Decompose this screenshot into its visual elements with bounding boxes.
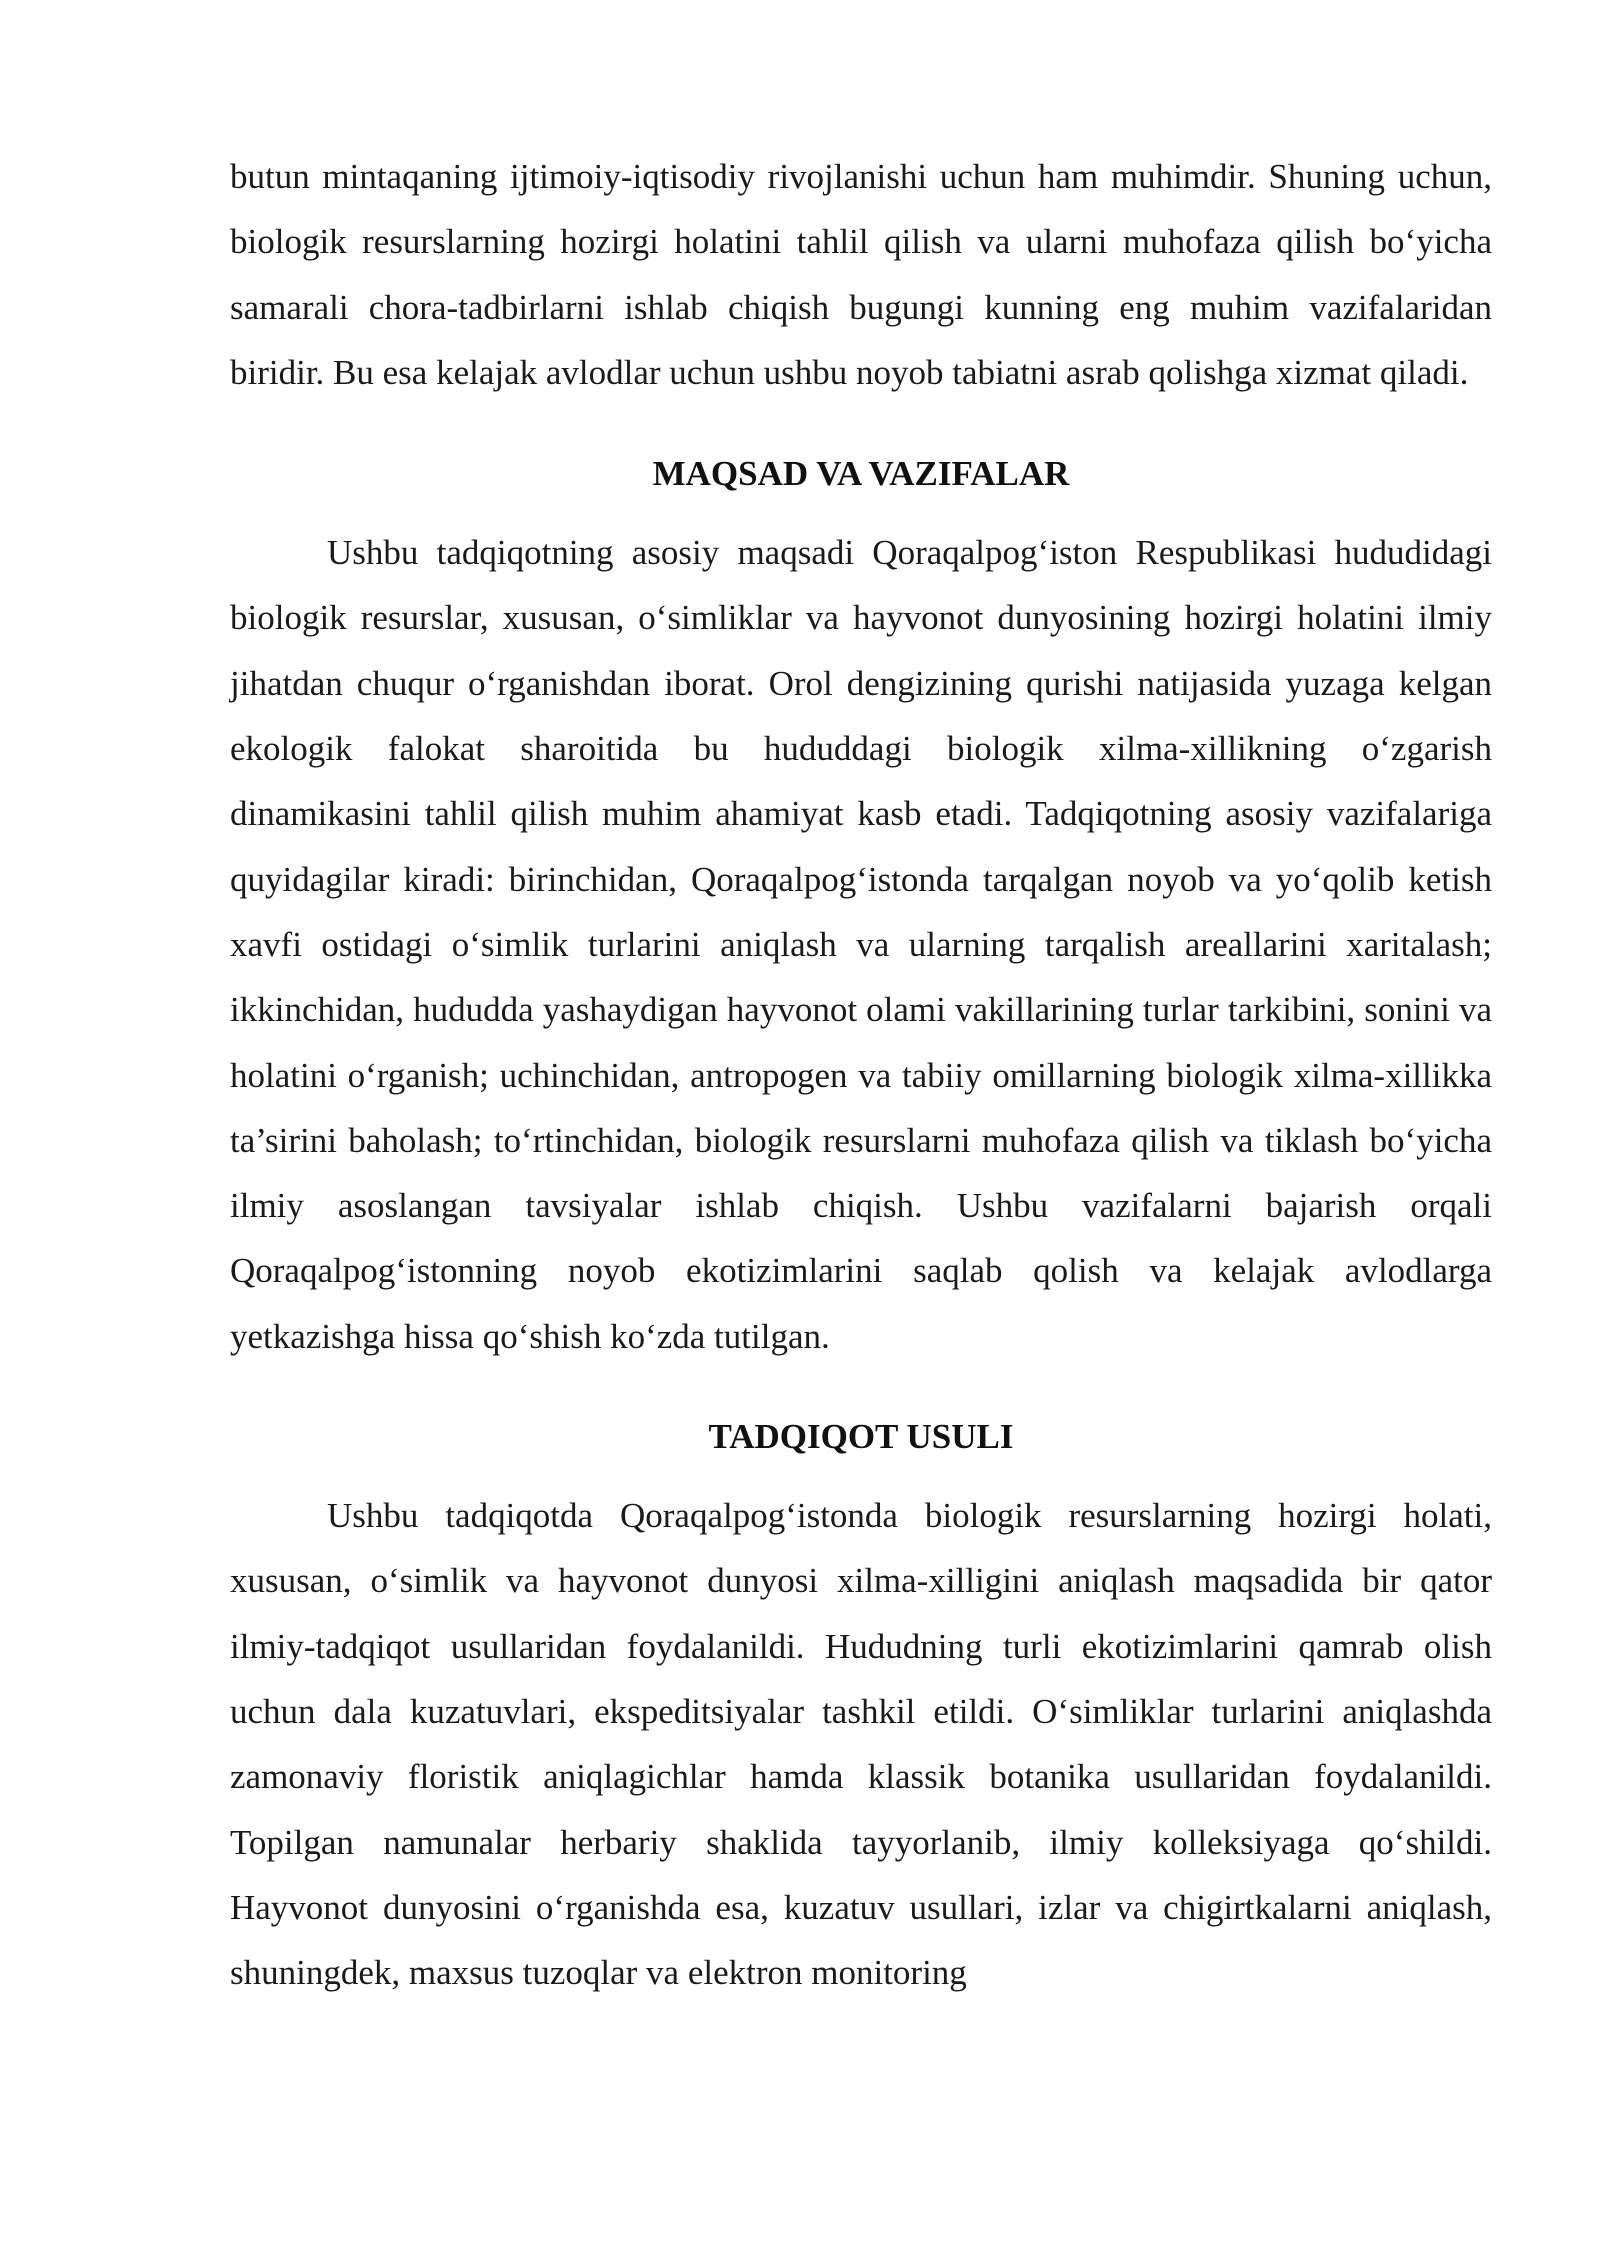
intro-paragraph: butun mintaqaning ijtimoiy-iqtisodiy rivojlanishi uchun ham muhimdir. Shuning uchun, biologik resurslarning hozirgi holatini tahlil qilish va ularni muhofaza qilish bo‘yicha samarali chora-tadbirlarni ishlab chiqish bugungi kunning eng muhim vazifalaridan biridir. Bu esa kelajak avlodlar uchun ushbu noyob tabiatni asrab qolishga xizmat qiladi.	[230, 157, 1492, 392]
section-heading-goals: MAQSAD VA VAZIFALAR	[652, 454, 1070, 494]
page-content	[230, 144, 1492, 2005]
methods-paragraph: Ushbu tadqiqotda Qoraqalpog‘istonda biologik resurslarning hozirgi holati, xususan, o‘simlik va hayvonot dunyosi xilma-xilligini aniqlash maqsadida bir qator ilmiy-tadqiqot usullaridan foydalanildi. Hududning turli ekotizimlarini qamrab olish uchun dala kuzatuvlari, ekspeditsiyalar tashkil etildi. O‘simliklar turlarini aniqlashda zamonaviy floristik aniqlagichlar hamda klassik botanika usullaridan foydalanildi. Topilgan namunalar herbariy shaklida tayyorlanib, ilmiy kolleksiyaga qo‘shildi. Hayvonot dunyosini o‘rganishda esa, kuzatuv usullari, izlar va chigirtkalarni aniqlash, shuningdek, maxsus tuzoqlar va elektron monitoring	[230, 1496, 1492, 1993]
section-heading-methods: TADQIQOT USULI	[708, 1417, 1014, 1457]
goals-paragraph: Ushbu tadqiqotning asosiy maqsadi Qoraqalpog‘iston Respublikasi hududidagi biologik resurslar, xususan, o‘simliklar va hayvonot dunyosining hozirgi holatini ilmiy jihatdan chuqur o‘rganishdan iborat. Orol dengizining qurishi natijasida yuzaga kelgan ekologik falokat sharoitida bu hududdagi biologik xilma-xillikning o‘zgarish dinamikasini tahlil qilish muhim ahamiyat kasb etadi. Tadqiqotning asosiy vazifalariga quyidagilar kiradi: birinchidan, Qoraqalpog‘istonda tarqalgan noyob va yo‘qolib ketish xavfi ostidagi o‘simlik turlarini aniqlash va ularning tarqalish areallarini xaritalash; ikkinchidan, hududda yashaydigan hayvonot olami vakillarining turlar tarkibini, sonini va holatini o‘rganish; uchinchidan, antropogen va tabiiy omillarning biologik xilma-xillikka ta’sirini baholash; to‘rtinchidan, biologik resurslarni muhofaza qilish va tiklash bo‘yicha ilmiy asoslangan tavsiyalar ishlab chiqish. Ushbu vazifalarni bajarish orqali Qoraqalpog‘istonning noyob ekotizimlarini saqlab qolish va kelajak avlodlarga yetkazishga hissa qo‘shish ko‘zda tutilgan.	[230, 533, 1492, 1356]
